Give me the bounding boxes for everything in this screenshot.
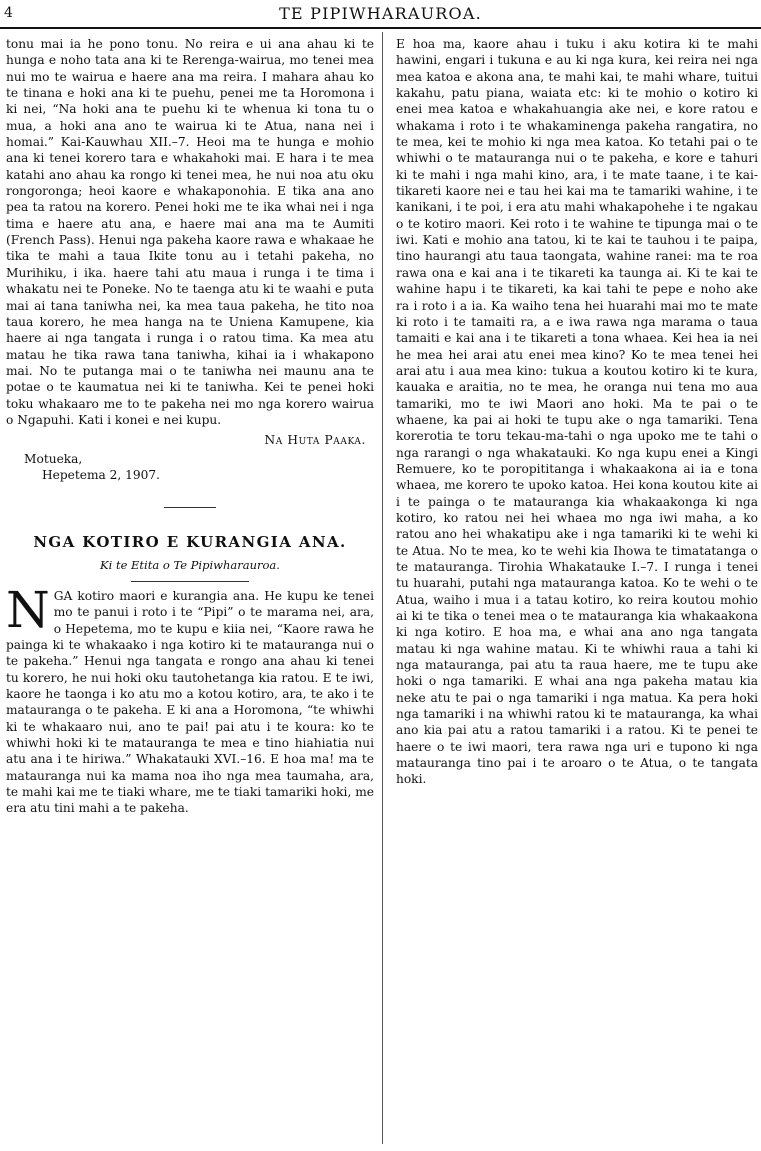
article-title: NGA KOTIRO E KURANGIA ANA. — [33, 533, 347, 552]
page-header — [0, 0, 761, 26]
newspaper-title: TE PIPIWHARAUROA. — [279, 4, 482, 23]
byline-rule — [131, 581, 249, 582]
section-divider — [164, 507, 216, 508]
letter-place: Motueka, — [24, 451, 83, 466]
letter-signature: Na Huta Paaka. — [264, 433, 366, 448]
column-divider — [382, 32, 383, 1144]
drop-cap: N — [6, 580, 50, 639]
article-body-continued: E hoa ma, kaore ahau i tuku i aku kotira ki te mahi hawini, engari i tukuna e au ki nga kura, kei reira nei nga mea katoa e akona ana, te mahi kai, te mahi whare, tuitui kakahu, patu piana, waiata etc: ki te mohio o kotiro ki enei mea katoa e whakahuangia ake nei, e kore ratou e whakama i roto i te whakaminenga pakeha rangatira, no te mea, kei te mohio ki nga mea katoa. Ko tetahi pai o te whiwhi o te matauranga nui o te pakeha, e kore e tahuri ki te mahi i nga mahi kino, ara, i te mate taane, i te kai-tikareti kaore nei e tau hei kai ma te tamariki wahine, i te kanikani, i te poi, i era atu mahi whakapohehe i te ngakau o te kotiro maori. Kei roto i te wahine te tipunga mai o te iwi. Kati e mohio ana tatou, ki te kai te tauhou i te paipa, tino haurangi atu taua taongata, wahine ranei: ma te roa rawa ona e kai ana i te tikareti ka taunga ai. Ki te kai te wahine hapu i te tikareti, ka kai tahi te pepe e noho ake ra i roto i a ia. Ka waiho tena hei huarahi mai mo te mate ki roto i te tamaiti ra, a e iwa rawa nga marama o taua tamaiti e kai ana i te tikareti a tona whaea. Kei hea ia nei he mea hei arai atu enei mea kino? Ko te mea tenei hei arai atu i aua mea kino: tukua a koutou kotiro ki te kura, kauaka e araitia, no te mea, he oranga nui tena mo aua tamariki, mo te iwi Maori ano hoki. Ma te pai o te whaene, ka pai ai hoki te tupu ake o nga tamariki. Tena korerotia te toru tekau-ma-tahi o nga upoko me te tahi o nga rarangi o nga whakatauki. Ko nga kupu enei a Kingi Remuere, ko te poropititanga i whakaakona ai ia e tona whaea, me korero te upoko katoa. Hei kona koutou kite ai i te painga o te matauranga kia whakaakonga ki nga kotiro, ko ratou nei hei whaea mo nga iwi maha, a ko ratou ano hei whakatipu ake i nga tamariki ki te wehi ki te Atua. No te mea, ko te wehi kia Ihowa te timatatanga o te matauranga. Tirohia Whakatauke I.–7. I runga i tenei tu huarahi, putahi nga matauranga katoa. Ko te wehi o te Atua, waiho i mua i a tatau kotiro, ko reira koutou mohio ai ki te tika o tenei mea o te matauranga kia whakaakona ki nga kotiro. E hoa ma, e whai ana ano nga tangata matau ki nga wahine matau. Ki te whiwhi raua a tahi ki nga matauranga, pai atu ta raua haere, me te tupu ake hoki o nga tamariki. E whai ana nga pakeha matau kia neke atu te pai o nga tamariki i nga matua. Ka pera hoki nga tamariki i na whiwhi ratou ki te matauranga, ka whai ano kia pai atu a ratou tamariki i a ratou. Ki te penei te haere o te iwi maori, tera rawa nga uri e tupono ki nga matauranga tino pai i te aroaro o te Atua, o te tangata hoki. — [396, 37, 758, 787]
article-byline: Ki te Etita o Te Pipiwharauroa. — [100, 557, 280, 572]
article-body-start-text: GA kotiro maori e kurangia ana. He kupu ke tenei mo te panui i roto i te “Pipi” o te marama nei, ara, o Hepetema, mo te kupu e kiia nei, “Kaore rawa he painga ki te whakaako i nga kotiro ki te matauranga nui o te pakeha.” Henui nga tangata e rongo ana ahau ki tenei tu korero, he nui hoki oku tautohetanga kia ratou. E te iwi, kaore he taonga i ko atu mo a kotou kotiro, ara, te ako i te matauranga o te pakeha. E ki ana a Horomona, “te whiwhi ki te whakaaro nui, ano te pai! pai atu i te koura: ko te whiwhi hoki ki te matauranga te mea e tino hiahiatia nui atu ana i te hiriwa.” Whakatauki XVI.–16. E hoa ma! ma te matauranga nui ka mama noa iho nga mea taumaha, ara, te mahi kai me te tiaki whare, me te tiaki tamariki hoki, me era atu tini mahi a te pakeha. — [6, 588, 374, 816]
left-column — [6, 36, 374, 817]
header-rule — [0, 27, 761, 29]
letter-date: Hepetema 2, 1907. — [42, 467, 161, 482]
letter-text: tonu mai ia he pono tonu. No reira e ui ana ahau ki te hunga e noho tata ana ki te Rerenga-wairua, mo tenei mea nui mo te wairua e haere ana ma reira. I mahara ahau ko te tinana e hoki ana ki te puehu, penei me ta Horomona i ki nei, “Na hoki ana te puehu ki te whenua ki tona tu o mua, a hoki ana ano te wairua ki te Atua, nana nei i homai.” Kai-Kauwhau XII.–7. Heoi ma te hunga e mohio ana ki tenei korero tara e whakahoki mai. E hara i te mea katahi ano ahau ka rongo ki tenei mea, he nui noa atu oku rongoronga; heoi kaore e whakaponohia. E tika ana ano pea ta ratou na korero. Penei hoki me te ika whai nei i nga tima e haere atu ana, e haere mai ana ma te Aumiti (French Pass). Henui nga pakeha kaore rawa e whakaae he tika te mahi a taua Ikite tonu au i tetahi pakeha, no Murihiku, i ika. haere tahi atu maua i runga i te tima i whakatu nei te Poneke. No te taenga atu ki te waahi e puta mai ai tana taniwha nei, ka mea taua pakeha, he tito noa taua korero, he mea hanga na te Uniena Kamupene, kia haere ai nga tangata i runga i o ratou tima. Ka mea atu matau he tika rawa tana taniwha, kihai ia i whakapono mai. No te putanga mai o te taniwha nei maunu ana te potae o te kaumatua nei ki te taniwha. Kei te penei hoki toku whakaaro me to te pakeha nei mo nga korero wairua o Ngapuhi. Kati i konei e nei kupu. — [6, 37, 374, 427]
page-number: 4 — [4, 5, 13, 21]
article-body-start — [6, 580, 374, 817]
right-column — [396, 36, 758, 788]
